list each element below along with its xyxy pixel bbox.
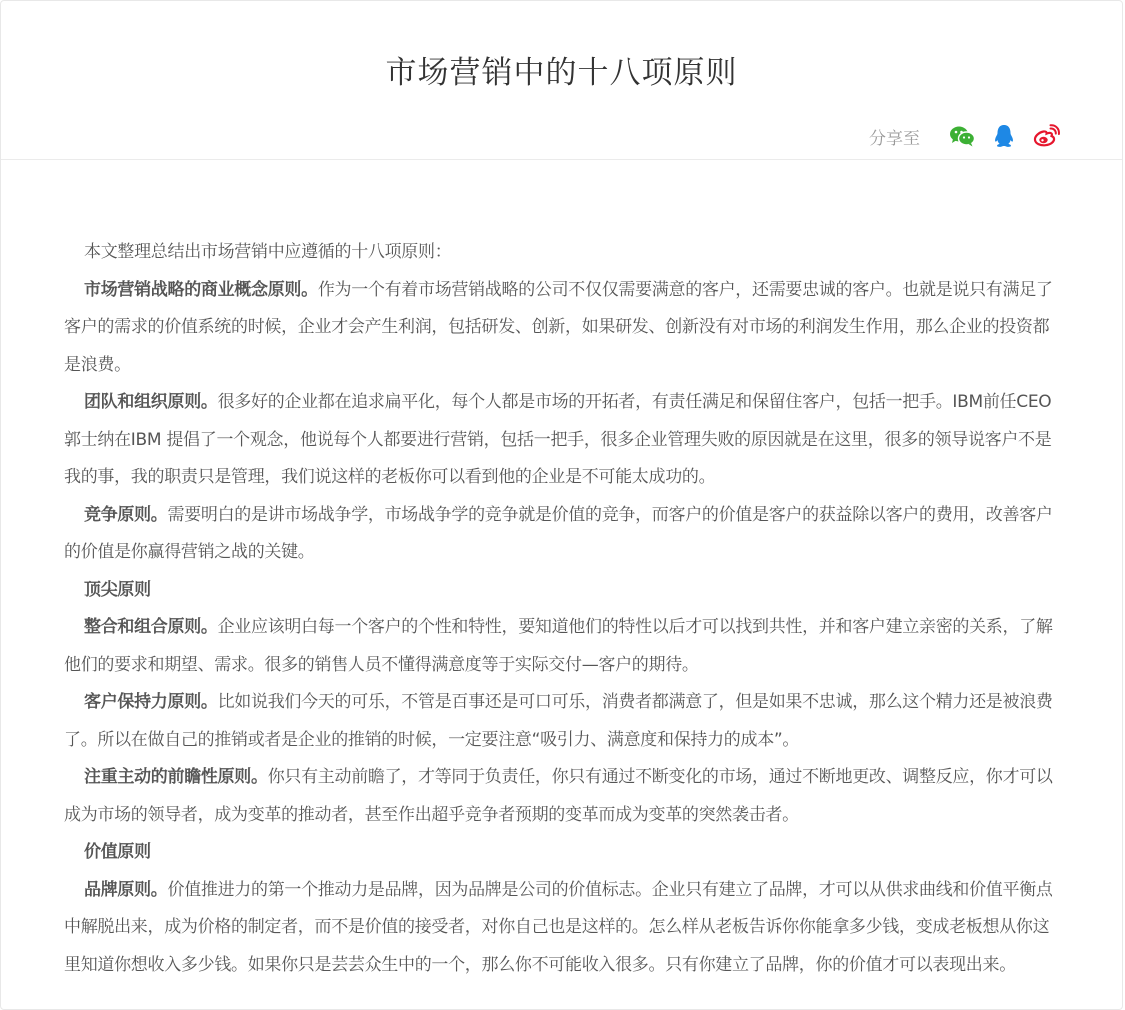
paragraph-heading: 价值原则 [84, 842, 151, 862]
share-bar [869, 121, 1060, 151]
paragraph [64, 272, 1064, 385]
weibo-icon[interactable] [1032, 122, 1060, 150]
paragraph-text: 企业应该明白每一个客户的个性和特性，要知道他们的特性以后才可以找到共性，并和客户建立亲密的关系，了解他们的要求和期望、需求。很多的销售人员不懂得满意度等于实际交付—客户的期待。 [64, 617, 1053, 675]
article-intro: 本文整理总结出市场营销中应遵循的十八项原则： [84, 242, 452, 262]
paragraph-heading: 顶尖原则 [84, 579, 151, 600]
paragraph-heading: 竞争原则。 [84, 504, 168, 525]
page-title: 市场营销中的十八项原则 [385, 55, 738, 91]
paragraph-text: 比如说我们今天的可乐，不管是百事还是可口可乐，消费者都满意了，但是如果不忠诚，那么这个精力还是被浪费了。所以在做自己的推销或者是企业的推销的时候，一定要注意“吸引力、满意度和保持力的成本”。 [64, 692, 1053, 750]
paragraph [64, 572, 1064, 610]
paragraph-heading: 市场营销战略的商业概念原则。 [84, 279, 318, 300]
paragraph [64, 384, 1064, 497]
paragraph-heading: 注重主动的前瞻性原则。 [84, 767, 268, 787]
paragraph [64, 609, 1064, 684]
share-label: 分享至 [869, 128, 920, 149]
paragraph-text: 很多好的企业都在追求扁平化，每个人都是市场的开拓者，有责任满足和保留住客户，包括一把手。IBM前任CEO郭士纳在IBM 提倡了一个观念，他说每个人都要进行营销，包括一把手，很多企业管理失败的原因就是在这里，很多的领导说客户不是我的事，我的职责只是管理，我们说这样的老板你可以看到他的企业是不可能太成功的。 [64, 392, 1052, 487]
paragraph [64, 834, 1064, 872]
paragraph-text: 作为一个有着市场营销战略的公司不仅仅需要满意的客户，还需要忠诚的客户。也就是说只有满足了客户的需求的价值系统的时候，企业才会产生利润，包括研发、创新，如果研发、创新没有对市场的利润发生作用，那么企业的投资都是浪费。 [64, 279, 1053, 375]
paragraph-text: 你只有主动前瞻了，才等同于负责任，你只有通过不断变化的市场，通过不断地更改、调整反应，你才可以成为市场的领导者，成为变革的推动者，甚至作出超乎竞争者预期的变革而成为变革的突然袭击者。 [64, 767, 1053, 825]
paragraph-heading: 团队和组织原则。 [84, 392, 218, 412]
paragraph [64, 759, 1064, 834]
article-body [64, 234, 1064, 984]
paragraph-heading: 品牌原则。 [84, 879, 168, 900]
qq-icon[interactable] [990, 122, 1018, 150]
paragraph-text: 需要明白的是讲市场战争学，市场战争学的竞争就是价值的竞争，而客户的价值是客户的获益除以客户的费用，改善客户的价值是你赢得营销之战的关键。 [64, 504, 1053, 562]
wechat-icon[interactable] [948, 122, 976, 150]
paragraph [64, 872, 1064, 985]
paragraph-text: 价值推进力的第一个推动力是品牌，因为品牌是公司的价值标志。企业只有建立了品牌，才可以从供求曲线和价值平衡点中解脱出来，成为价格的制定者，而不是价值的接受者，对你自己也是这样的。怎么样从老板告诉你你能拿多少钱，变成老板想从你这里知道你想收入多少钱。如果你只是芸芸众生中的一个，那么你不可能收入很多。只有你建立了品牌，你的价值才可以表现出来。 [64, 879, 1053, 975]
paragraph [64, 684, 1064, 759]
article-header [1, 1, 1122, 160]
paragraph-heading: 整合和组合原则。 [84, 617, 218, 637]
paragraph [64, 497, 1064, 572]
paragraph-heading: 客户保持力原则。 [84, 692, 218, 712]
